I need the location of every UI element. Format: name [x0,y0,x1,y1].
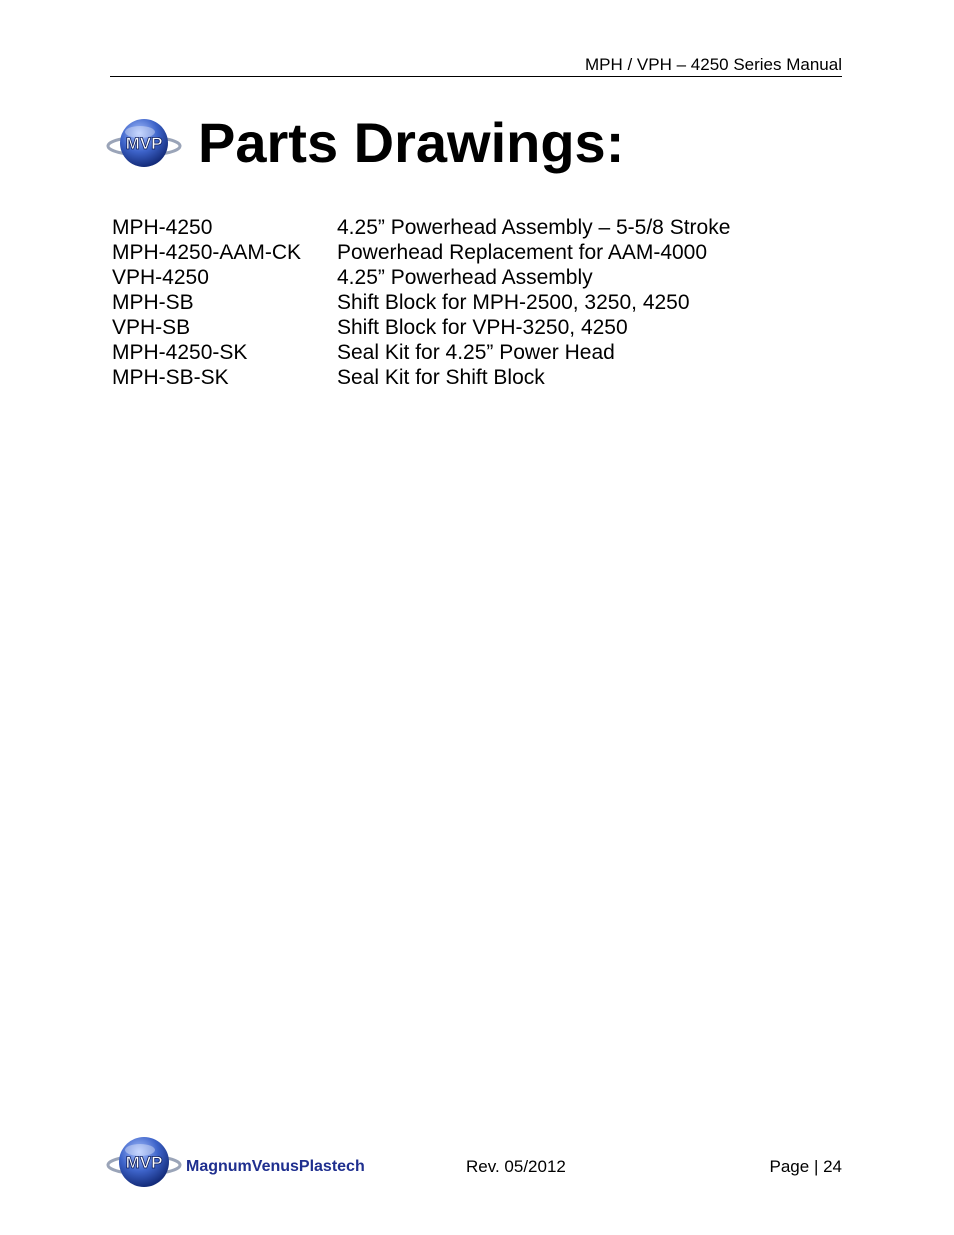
part-number: MPH-4250-SK [112,341,248,364]
part-description: 4.25” Powerhead Assembly [337,266,593,289]
list-item [112,290,832,315]
part-number: MPH-SB [112,291,194,314]
part-description: Seal Kit for Shift Block [337,366,545,389]
list-item [112,315,832,340]
part-number: VPH-SB [112,316,191,339]
mvp-logo-icon [106,112,182,174]
header-divider [110,76,842,77]
page-title: Parts Drawings: [198,111,625,174]
part-number: MPH-SB-SK [112,366,229,389]
list-item [112,340,832,365]
part-description: 4.25” Powerhead Assembly – 5-5/8 Stroke [337,216,731,239]
company-logo-icon [106,1130,396,1196]
parts-list [112,215,832,390]
page-number: Page | 24 [769,1157,842,1176]
part-description: Seal Kit for 4.25” Power Head [337,341,615,364]
list-item [112,240,832,265]
part-number: MPH-4250-AAM-CK [112,241,302,264]
part-description: Powerhead Replacement for AAM-4000 [337,241,708,264]
revision-date: Rev. 05/2012 [466,1157,566,1176]
list-item [112,365,832,390]
footer-logo-text: MVP [125,1153,163,1172]
part-description: Shift Block for MPH-2500, 3250, 4250 [337,291,690,314]
manual-title: MPH / VPH – 4250 Series Manual [584,55,842,74]
title-logo-text: MVP [125,134,163,153]
list-item [112,265,832,290]
part-number: MPH-4250 [112,216,213,239]
part-description: Shift Block for VPH-3250, 4250 [337,316,628,339]
list-item [112,215,832,240]
part-number: VPH-4250 [112,266,209,289]
page-title-row [106,108,624,178]
company-name: MagnumVenusPlastech [186,1158,365,1175]
